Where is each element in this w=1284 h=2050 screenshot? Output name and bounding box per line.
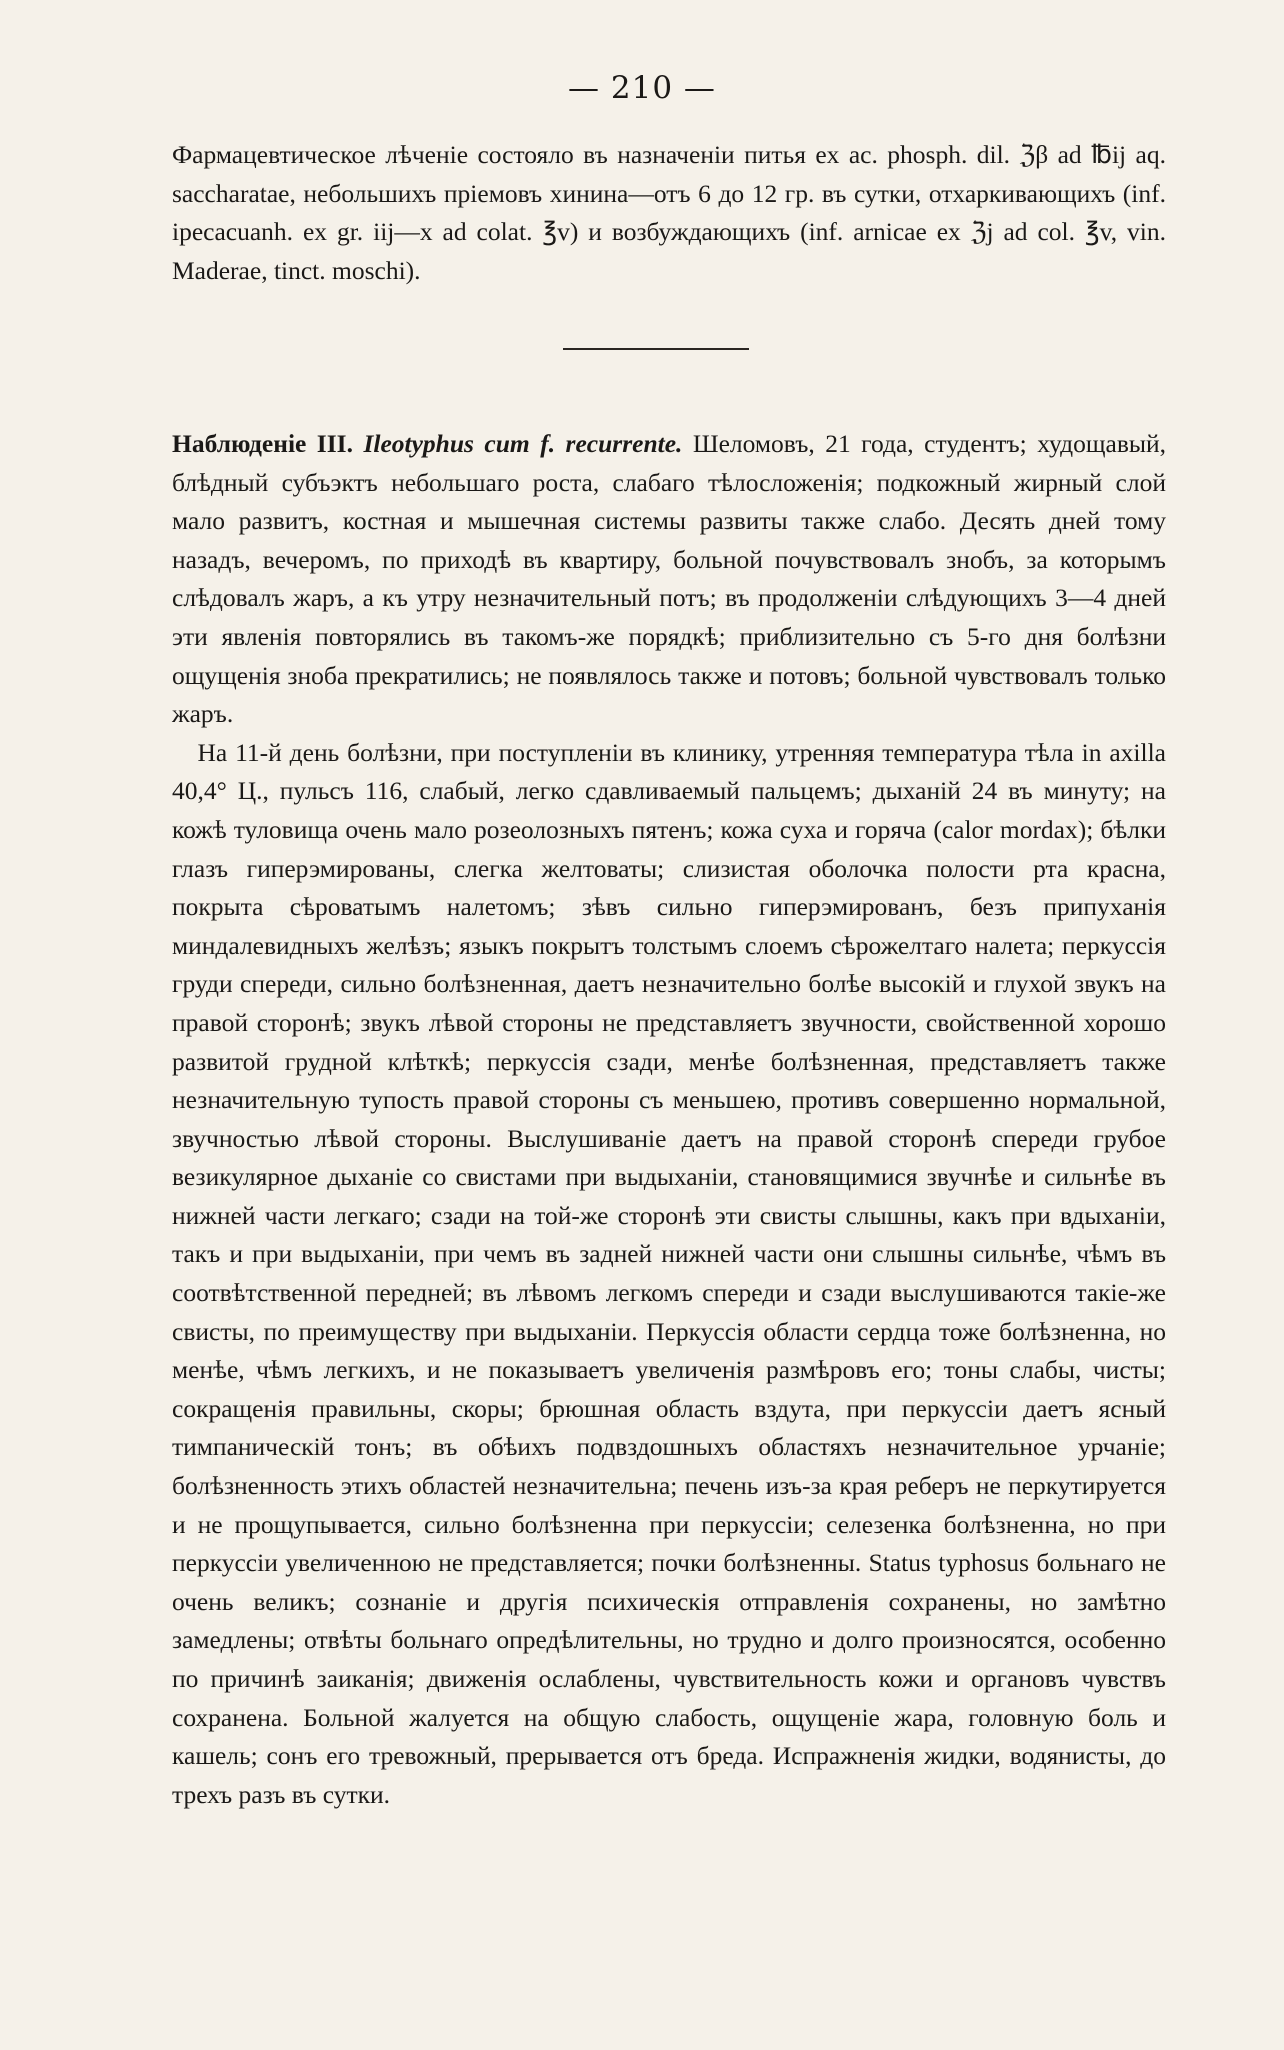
observation-paragraph-1 (172, 425, 1166, 734)
page-number: — 210 — (568, 70, 716, 106)
section-divider (563, 348, 749, 350)
observation-paragraph-2: На 11-й день болѣзни, при поступленіи въ клинику, утренняя температура тѣла in axilla 40,4° Ц., пульсъ 116, слабый, легко сдавливаемый пальцемъ; дыханій 24 въ минуту; на кожѣ туловища очень мало розеолозныхъ пятенъ; кожа суха и горяча (calor mordax); бѣлки глазъ гиперэмированы, слегка желтоваты; слизистая оболочка полости рта красна, покрыта сѣроватымъ налетомъ; зѣвъ сильно гиперэмированъ, безъ припуханія миндалевидныхъ желѣзъ; языкъ покрытъ толстымъ слоемъ сѣрожелтаго налета; перкуссія груди спереди, сильно болѣзненная, даетъ незначительно болѣе высокій и глухой звукъ на правой сторонѣ; звукъ лѣвой стороны не представляетъ звучности, свойственной хорошо развитой грудной клѣткѣ; перкуссія сзади, менѣе болѣзненная, представляетъ также незначительную тупость правой стороны съ меньшею, противъ совершенно нормальной, звучностью лѣвой стороны. Выслушиваніе даетъ на правой сторонѣ спереди грубое везикулярное дыханіе со свистами при выдыханіи, становящимися звучнѣе и сильнѣе въ нижней части легкаго; сзади на той-же сторонѣ эти свисты слышны, какъ при вдыханіи, такъ и при выдыханіи, при чемъ въ задней нижней части они слышны сильнѣе, чѣмъ въ соотвѣтственной передней; въ лѣвомъ легкомъ спереди и сзади выслушиваются такіе-же свисты, по преимуществу при выдыханіи. Перкуссія области сердца тоже болѣзненна, но менѣе, чѣмъ легкихъ, и не показываетъ увеличенія размѣровъ его; тоны слабы, чисты; сокращенія правильны, скоры; брюшная область вздута, при перкуссіи даетъ ясный тимпаническій тонъ; въ обѣихъ подвздошныхъ областяхъ незначительное урчаніе; болѣзненность этихъ областей незначительна; печень изъ-за края реберъ не перкутируется и не прощупывается, сильно болѣзненна при перкуссіи; селезенка болѣзненна, но при перкуссіи увеличенною не представляется; почки болѣзненны. Status typhosus больнаго не очень великъ; сознаніе и другія психическія отправленія сохранены, но замѣтно замедлены; отвѣты больнаго опредѣлительны, но трудно и долго произносятся, особенно по причинѣ заиканія; движенія ослаблены, чувствительность кожи и органовъ чувствъ сохранена. Больной жалуется на общую слабость, ощущеніе жара, головную боль и кашель; сонъ его тревожный, прерывается отъ бреда. Испражненія жидки, водянисты, до трехъ разъ въ сутки. (172, 737, 1166, 1809)
observation-heading: Наблюденіе III. (172, 429, 353, 458)
observation-paragraph-1-text: Шеломовъ, 21 года, студентъ; худощавый, блѣдный субъэктъ небольшаго роста, слабаго тѣлосложенія; подкожный жирный слой мало развитъ, костная и мышечная системы развиты также слабо. Десять дней тому назадъ, вечеромъ, по приходѣ въ квартиру, больной почувствовалъ знобъ, за которымъ слѣдовалъ жаръ, а къ утру незначительный потъ; въ продолженіи слѣдующихъ 3—4 дней эти явленія повторялись въ такомъ-же порядкѣ; приблизительно съ 5-го дня болѣзни ощущенія зноба прекратились; не появлялось также и потовъ; больной чувствовалъ только жаръ. (172, 429, 1167, 729)
observation-diagnosis: Ileotyphus cum f. recurrente. (363, 429, 683, 458)
intro-paragraph: Фармацевтическое лѣченіе состояло въ назначеніи питья ex ac. phosph. dil. ℨβ ad ℔ij aq. saccharatae, небольшихъ пріемовъ хинина—отъ 6 до 12 гр. въ сутки, отхаркивающихъ (inf. ipecacuanh. ex gr. iij—x ad colat. ℥v) и возбуждающихъ (inf. arnicae ex ℨj ad col. ℥v, vin. Maderae, tinct. moschi). (172, 140, 1166, 285)
observation-section (172, 425, 1166, 1814)
